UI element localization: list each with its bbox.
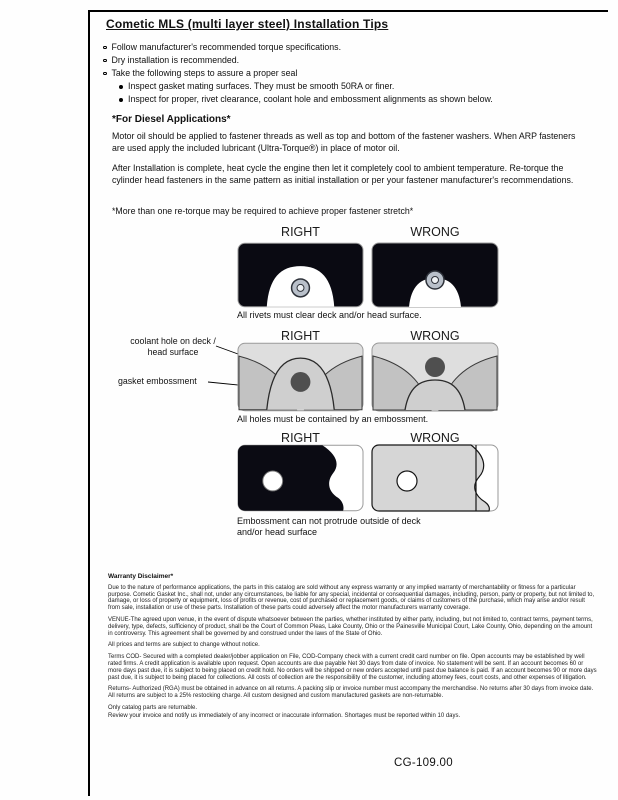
warranty-disclaimer	[108, 574, 597, 725]
diagram-embossment-right	[237, 444, 364, 512]
tip-text: Inspect gasket mating surfaces. They must be smooth 50RA or finer.	[128, 81, 395, 91]
page-title: Cometic MLS (multi layer steel) Installation Tips	[106, 17, 389, 31]
warranty-paragraph: Only catalog parts are returnable.	[108, 704, 198, 711]
tip-text: Dry installation is recommended.	[111, 55, 240, 65]
warranty-heading: Warranty Disclaimer*	[108, 573, 174, 580]
diagram-rivet-wrong	[371, 242, 499, 308]
installation-tips-list	[103, 41, 583, 106]
warranty-paragraph: All prices and terms are subject to change without notice.	[108, 642, 260, 649]
warranty-paragraph: VENUE-The agreed upon venue, in the event of dispute whatsoever between the parties, whether instituted by either party, including, but not limited to, contract terms, payment terms, delivery, type, defects, sufficiency of product, shall be the Court of Common Pleas, Lake County, Ohio or the Painesville Municipal Court, Lake County, Ohio, depending on the amount in controversy. This agreement shall be governed by and construed under the laws of the State of Ohio.	[108, 616, 593, 637]
warranty-paragraph: Terms COD- Secured with a completed dealer/jobber application on File, COD-Company check with a current credit card number on file. Open accounts may be established by well rated firms. A credit application is available upon request. Open accounts are due payable Net 30 days from date of invoice. No statement will be sent. If an account becomes 60 or more days past due, it is subject to being placed on credit hold. No orders will be shipped or new orders accepted until past due balance is paid. If an account becomes 90 or more days past due, it is subject to being placed for collections. All costs of collection are the responsibility of the customer, including attorney fees, court costs, and other expenses of litigation.	[108, 654, 597, 681]
catalog-page-code: CG-109.00	[394, 757, 453, 769]
right-header: RIGHT	[281, 329, 320, 343]
list-item	[103, 54, 583, 67]
retorque-note: *More than one re-torque may be required to achieve proper fastener stretch*	[112, 206, 414, 216]
gasket-embossment-label: gasket embossment	[118, 376, 197, 386]
warranty-paragraph: Review your invoice and notify us immediately of any incorrect or inaccurate information. Shortages must be reported within 10 days.	[108, 712, 461, 719]
tip-text: Inspect for proper, rivet clearance, coolant hole and embossment alignments as shown below.	[128, 94, 493, 104]
diagram-hole-right	[237, 342, 364, 412]
tip-text: Follow manufacturer's recommended torque specifications.	[111, 42, 342, 52]
diesel-paragraph: After Installation is complete, heat cycle the engine then let it completely cool to ambient temperature. Re-torque the cylinder head fasteners in the same pattern as initial installation or per your fastener manufacturer's recommendations.	[112, 163, 574, 185]
wrong-header: WRONG	[410, 431, 460, 445]
diagram-hole-wrong	[371, 342, 499, 412]
right-header: RIGHT	[281, 431, 320, 445]
diesel-paragraph: Motor oil should be applied to fastener threads as well as top and bottom of the fastener washers. When ARP fasteners are used apply the included lubricant (Ultra-Torque®) in place of motor oil.	[112, 131, 576, 153]
open-bullet-icon	[103, 59, 107, 63]
warranty-paragraph: Returns- Authorized (RGA) must be obtained in advance on all returns. A packing slip or invoice number must accompany the merchandise. No returns after 30 days from invoice date. All returns are subject to a 25% restocking charge. All custom designed and custom manufactured gaskets are non-returnable.	[108, 686, 594, 700]
list-item	[103, 67, 583, 80]
list-item	[103, 41, 583, 54]
filled-bullet-icon	[119, 98, 123, 102]
wrong-header: WRONG	[410, 329, 460, 343]
warranty-paragraph: Due to the nature of performance applications, the parts in this catalog are sold without any express warranty or any implied warranty of merchantability or fitness for a particular purpose. Cometic Gasket Inc., shall not, under any circumstances, be liable for any special, incidental or consequential damages, including, person, party or property, but not limited to, damage, or loss of property or equipment, loss of profits or revenue, cost of purchased or replacement goods, or claims of customers of the purchase, which may arise and/or result from sale, installation or use of these parts. Installation of these parts could adversely affect the motor manufacturers warranty coverage.	[108, 584, 595, 612]
coolant-hole-label: coolant hole on deck / head surface	[130, 336, 216, 357]
list-sub-item	[119, 93, 583, 106]
list-sub-item	[119, 80, 583, 93]
tip-text: Take the following steps to assure a proper seal	[111, 68, 298, 78]
diesel-applications-heading: *For Diesel Applications*	[112, 114, 231, 125]
filled-bullet-icon	[119, 85, 123, 89]
diagram-embossment-wrong	[371, 444, 499, 512]
rivet-caption: All rivets must clear deck and/or head surface.	[237, 310, 422, 320]
open-bullet-icon	[103, 72, 107, 76]
wrong-header: WRONG	[410, 225, 460, 239]
embossment-caption: Embossment can not protrude outside of deck and/or head surface	[237, 516, 421, 537]
open-bullet-icon	[103, 46, 107, 50]
diagram-rivet-right	[237, 242, 364, 308]
right-header: RIGHT	[281, 225, 320, 239]
hole-caption: All holes must be contained by an embossment.	[237, 414, 429, 424]
